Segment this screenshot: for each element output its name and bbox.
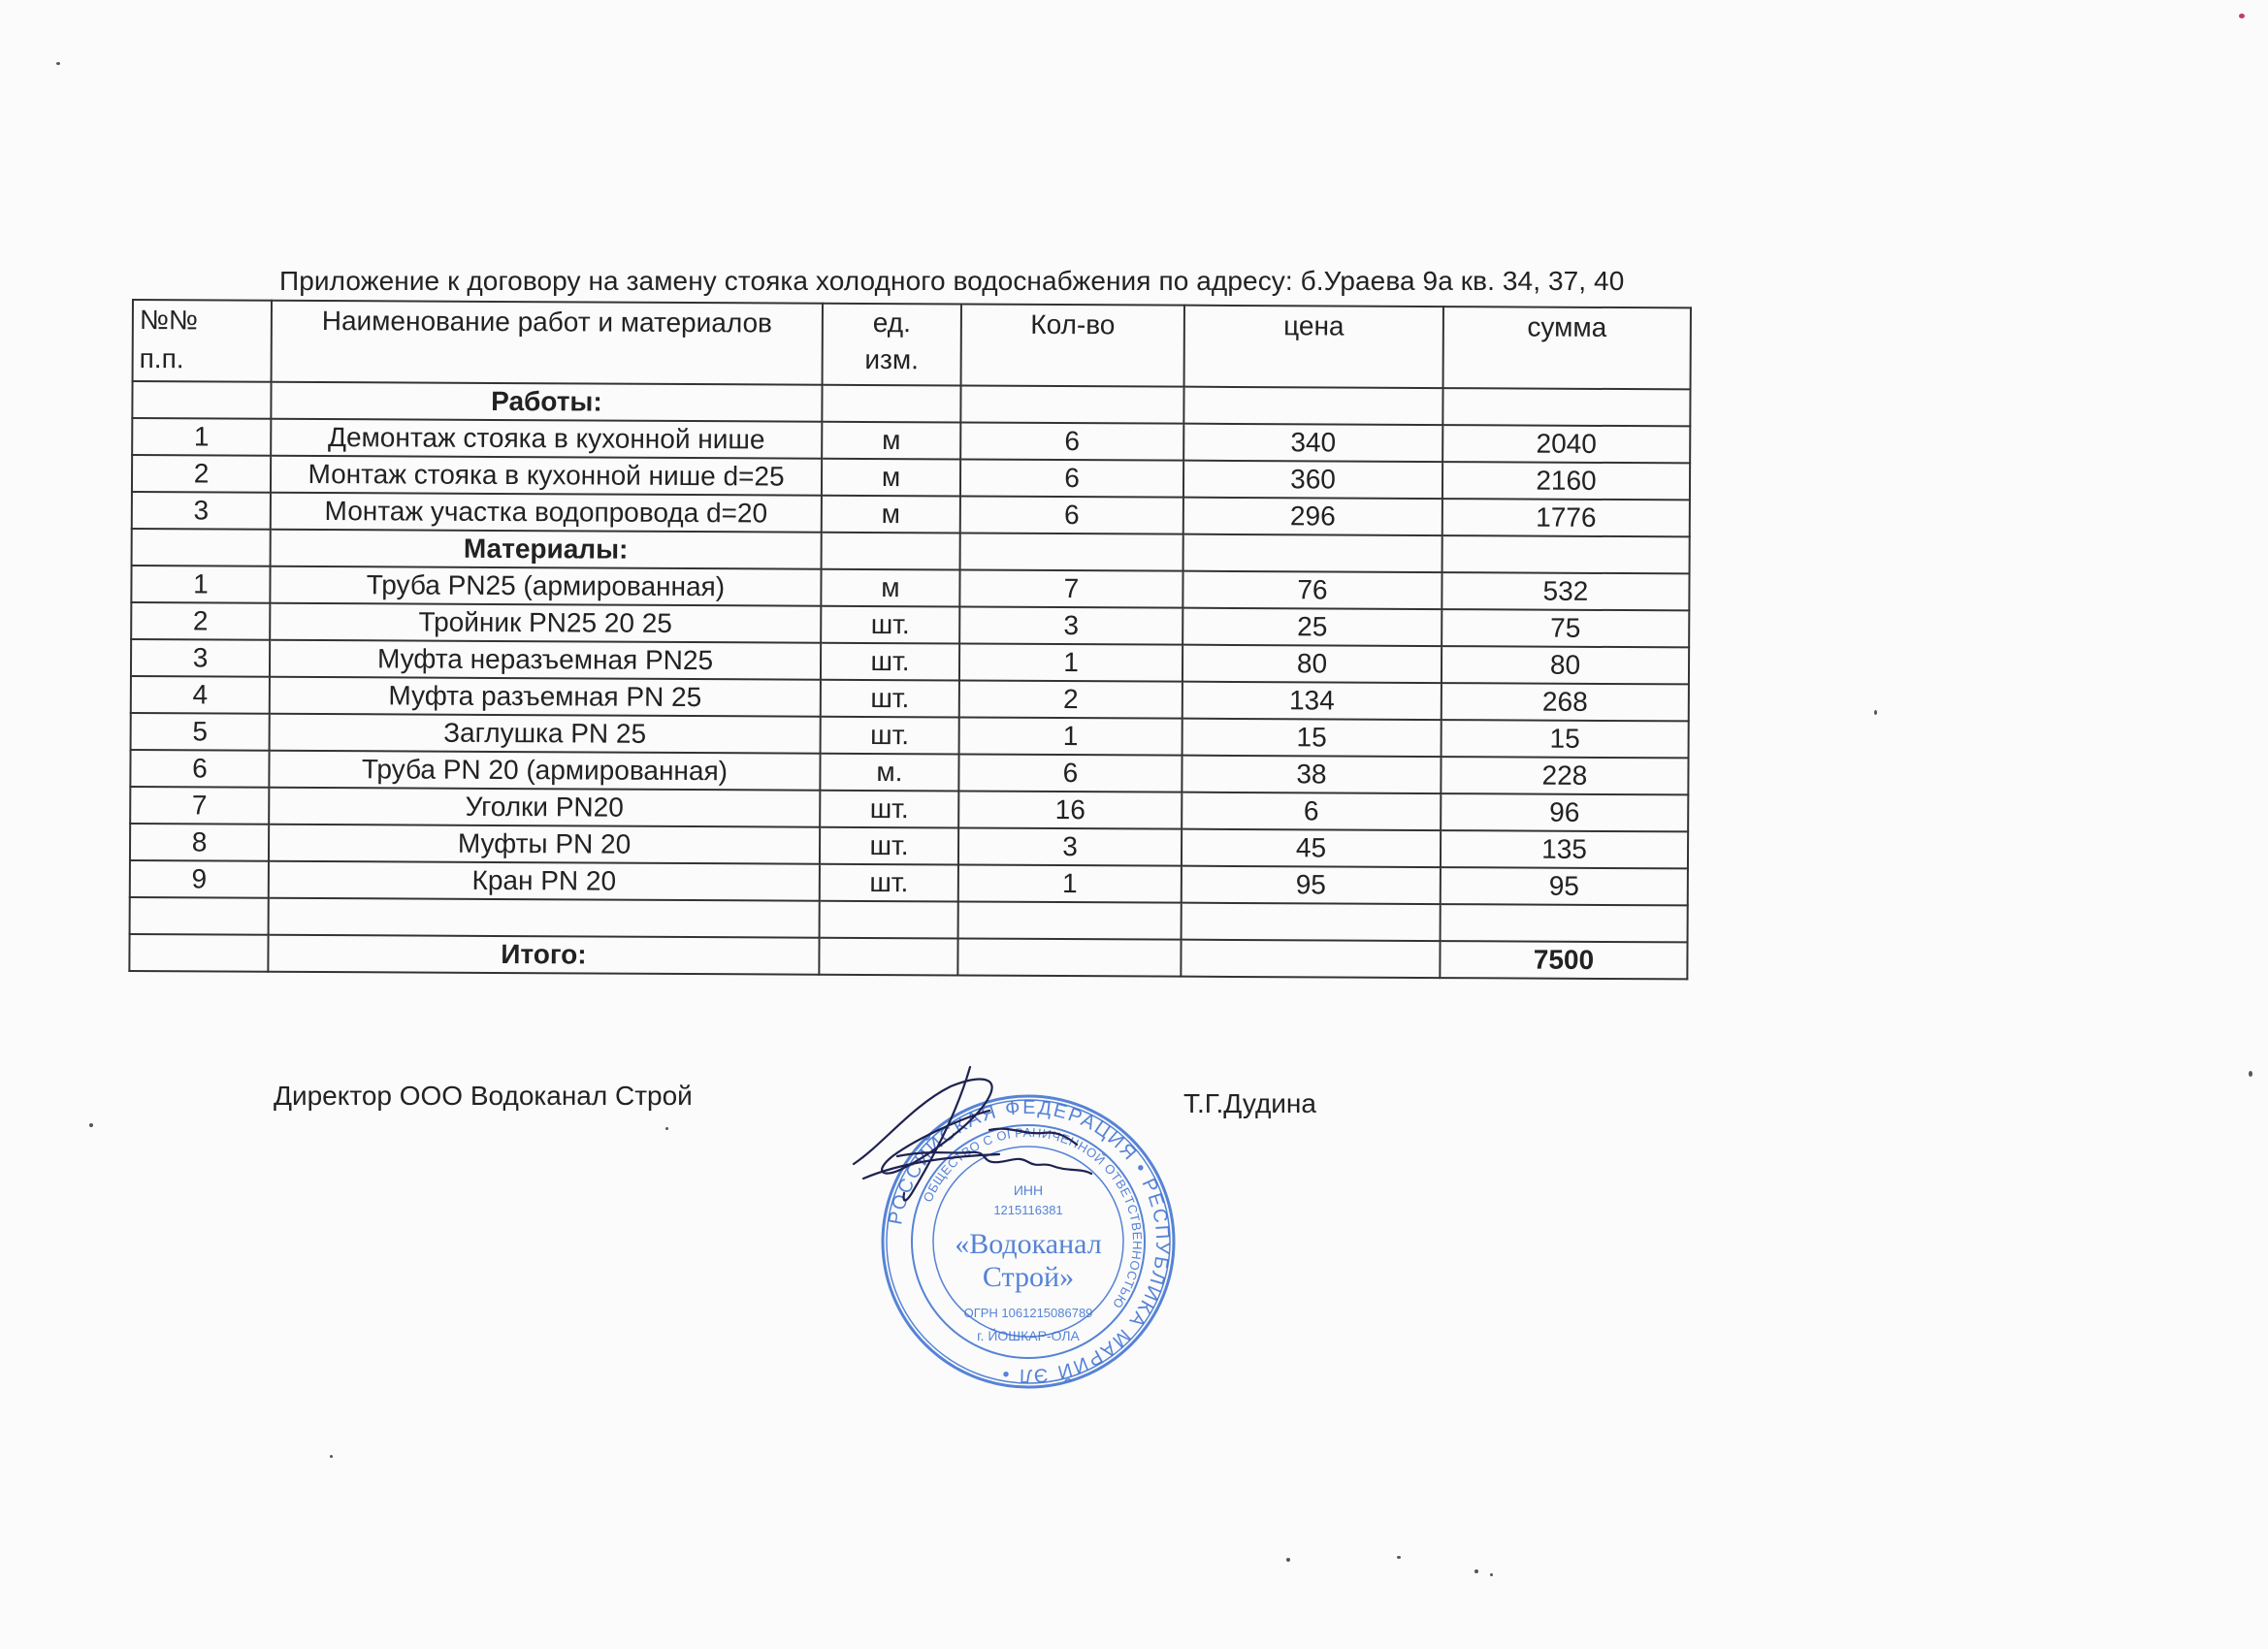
cell-name: Муфта разъемная PN 25 bbox=[270, 677, 821, 717]
cell-unit: м bbox=[822, 496, 960, 534]
cell-unit: м. bbox=[820, 754, 958, 792]
cell-sum bbox=[1442, 535, 1690, 573]
cell-unit: м bbox=[822, 459, 960, 497]
cell-price: 95 bbox=[1182, 866, 1441, 904]
cell-quantity: 3 bbox=[959, 606, 1183, 644]
cell-name: Муфта неразъемная PN25 bbox=[270, 640, 821, 680]
stamp-inner-text: ОБЩЕСТВО С ОГРАНИЧЕННОЙ ОТВЕТСТВЕННОСТЬЮ bbox=[920, 1124, 1146, 1311]
cell-price: 80 bbox=[1183, 645, 1442, 683]
cell-quantity: 16 bbox=[958, 791, 1182, 828]
cell-unit: шт. bbox=[821, 643, 959, 681]
header-number-line1: №№ bbox=[139, 305, 199, 336]
cell-sum: 75 bbox=[1442, 609, 1689, 647]
cell-price bbox=[1183, 387, 1442, 425]
cell-sum: 228 bbox=[1441, 757, 1688, 794]
cell-number: 3 bbox=[132, 492, 271, 530]
scan-speck bbox=[1397, 1556, 1401, 1559]
cell-sum: 95 bbox=[1441, 867, 1688, 905]
header-number bbox=[133, 300, 272, 382]
cell-unit: шт. bbox=[820, 791, 958, 828]
cell-number bbox=[129, 934, 268, 972]
header-quantity: Кол-во bbox=[961, 304, 1184, 386]
scan-speck bbox=[665, 1127, 668, 1130]
cell-quantity: 7 bbox=[959, 569, 1183, 607]
scan-speck bbox=[2239, 14, 2245, 18]
estimate-table bbox=[128, 299, 1692, 980]
cell-quantity: 6 bbox=[960, 422, 1183, 460]
cell-sum bbox=[1441, 904, 1688, 942]
cell-sum: 135 bbox=[1441, 830, 1688, 868]
cell-quantity: 6 bbox=[958, 754, 1182, 792]
cell-unit: шт. bbox=[821, 680, 959, 718]
cell-quantity bbox=[960, 385, 1183, 423]
document-title: Приложение к договору на замену стояка холодного водоснабжения по адресу: б.Ураева 9а кв. 34, 37, 40 bbox=[279, 266, 1625, 296]
scan-speck bbox=[1874, 710, 1877, 715]
header-price: цена bbox=[1184, 306, 1443, 388]
stamp-outer-text: РОССИЙСКАЯ ФЕДЕРАЦИЯ • РЕСПУБЛИКА МАРИЙ ЭЛ • bbox=[885, 1096, 1174, 1387]
total-label: Итого: bbox=[268, 935, 819, 975]
cell-unit: шт. bbox=[821, 606, 959, 644]
cell-sum: 532 bbox=[1442, 572, 1689, 610]
cell-quantity: 6 bbox=[960, 496, 1183, 534]
cell-number: 2 bbox=[131, 602, 270, 640]
cell-name: Уголки PN20 bbox=[269, 788, 820, 827]
cell-price: 134 bbox=[1183, 682, 1442, 720]
scan-speck bbox=[330, 1455, 333, 1458]
cell-name: Муфты PN 20 bbox=[269, 824, 820, 864]
cell-unit: шт. bbox=[820, 827, 958, 865]
cell-quantity bbox=[957, 938, 1181, 976]
scan-speck bbox=[2249, 1071, 2252, 1077]
cell-quantity: 1 bbox=[959, 717, 1183, 755]
cell-price bbox=[1182, 903, 1441, 941]
cell-price bbox=[1183, 534, 1442, 572]
cell-unit: м bbox=[822, 422, 960, 460]
cell-unit bbox=[819, 938, 957, 976]
cell-quantity: 3 bbox=[958, 827, 1182, 865]
cell-quantity bbox=[960, 533, 1183, 570]
cell-number: 4 bbox=[131, 676, 270, 714]
cell-price: 360 bbox=[1183, 461, 1442, 499]
cell-sum bbox=[1442, 388, 1690, 426]
cell-unit: м bbox=[821, 569, 959, 607]
cell-number: 1 bbox=[131, 566, 270, 603]
cell-sum: 2040 bbox=[1442, 425, 1690, 463]
section-label: Работы: bbox=[271, 382, 822, 422]
cell-sum: 268 bbox=[1442, 683, 1689, 721]
handwritten-signature bbox=[844, 1048, 1135, 1222]
cell-quantity: 1 bbox=[959, 643, 1183, 681]
stamp-city: г. ЙОШКАР-ОЛА bbox=[977, 1328, 1080, 1343]
cell-sum: 2160 bbox=[1442, 462, 1690, 500]
cell-number: 2 bbox=[132, 455, 271, 493]
cell-name: Демонтаж стояка в кухонной нише bbox=[271, 419, 822, 459]
stamp-inn-value: 1215116381 bbox=[993, 1203, 1063, 1217]
cell-quantity: 6 bbox=[960, 459, 1183, 497]
cell-quantity bbox=[958, 901, 1182, 939]
cell-price: 6 bbox=[1182, 792, 1441, 830]
cell-price: 25 bbox=[1183, 608, 1442, 646]
stamp-inn-label: ИНН bbox=[1013, 1182, 1044, 1198]
cell-number: 5 bbox=[131, 713, 270, 751]
cell-sum: 80 bbox=[1442, 646, 1689, 684]
cell-name: Труба PN 20 (армированная) bbox=[269, 751, 820, 791]
cell-name: Монтаж участка водопровода d=20 bbox=[271, 493, 822, 533]
scan-speck bbox=[1474, 1569, 1478, 1573]
cell-name: Кран PN 20 bbox=[269, 861, 820, 901]
cell-sum: 1776 bbox=[1442, 499, 1690, 536]
cell-number: 8 bbox=[130, 824, 269, 861]
cell-unit bbox=[822, 385, 960, 423]
cell-sum: 96 bbox=[1441, 793, 1688, 831]
cell-quantity: 1 bbox=[958, 864, 1182, 902]
cell-price: 340 bbox=[1183, 424, 1442, 462]
cell-sum: 15 bbox=[1442, 720, 1689, 758]
cell-unit: шт. bbox=[821, 717, 959, 755]
scan-speck bbox=[1286, 1558, 1290, 1562]
header-name: Наименование работ и материалов bbox=[272, 301, 823, 385]
stamp-ogrn: ОГРН 1061215086789 bbox=[963, 1306, 1093, 1320]
cell-number bbox=[132, 529, 271, 566]
scan-speck bbox=[89, 1123, 93, 1127]
stamp-company-line1: «Водоканал bbox=[955, 1228, 1102, 1260]
cell-price: 15 bbox=[1183, 719, 1442, 757]
total-value: 7500 bbox=[1440, 941, 1687, 979]
cell-name bbox=[269, 898, 820, 938]
section-label: Материалы: bbox=[271, 530, 822, 569]
cell-price bbox=[1181, 940, 1440, 978]
cell-number: 9 bbox=[130, 860, 269, 898]
header-sum: сумма bbox=[1443, 307, 1691, 389]
scan-speck bbox=[56, 62, 60, 65]
cell-price: 296 bbox=[1183, 498, 1442, 535]
total-row bbox=[129, 934, 1687, 979]
cell-number: 1 bbox=[132, 418, 271, 456]
signatory-name: Т.Г.Дудина bbox=[1183, 1088, 1316, 1118]
cell-unit bbox=[820, 901, 958, 939]
cell-number: 6 bbox=[130, 750, 269, 788]
header-unit-line2: изм. bbox=[864, 343, 920, 375]
cell-price: 38 bbox=[1182, 756, 1441, 793]
cell-number bbox=[132, 381, 271, 419]
cell-name: Монтаж стояка в кухонной нише d=25 bbox=[271, 456, 822, 496]
cell-name: Тройник PN25 20 25 bbox=[270, 603, 821, 643]
signatory-position: Директор ООО Водоканал Строй bbox=[274, 1081, 693, 1111]
header-number-line2: п.п. bbox=[139, 343, 184, 374]
scan-speck bbox=[1490, 1573, 1493, 1576]
cell-unit: шт. bbox=[820, 864, 958, 902]
header-unit bbox=[823, 304, 961, 386]
cell-name: Труба PN25 (армированная) bbox=[270, 566, 821, 606]
cell-number: 3 bbox=[131, 639, 270, 677]
cell-price: 76 bbox=[1183, 571, 1442, 609]
cell-quantity: 2 bbox=[959, 680, 1183, 718]
cell-price: 45 bbox=[1182, 829, 1441, 867]
cell-unit bbox=[822, 533, 960, 570]
table-header-row bbox=[133, 300, 1691, 389]
header-unit-line1: ед. bbox=[872, 307, 911, 339]
cell-name: Заглушка PN 25 bbox=[270, 714, 821, 754]
stamp-company-line2: Строй» bbox=[982, 1261, 1075, 1293]
cell-number: 7 bbox=[130, 787, 269, 824]
cell-number bbox=[130, 897, 269, 935]
